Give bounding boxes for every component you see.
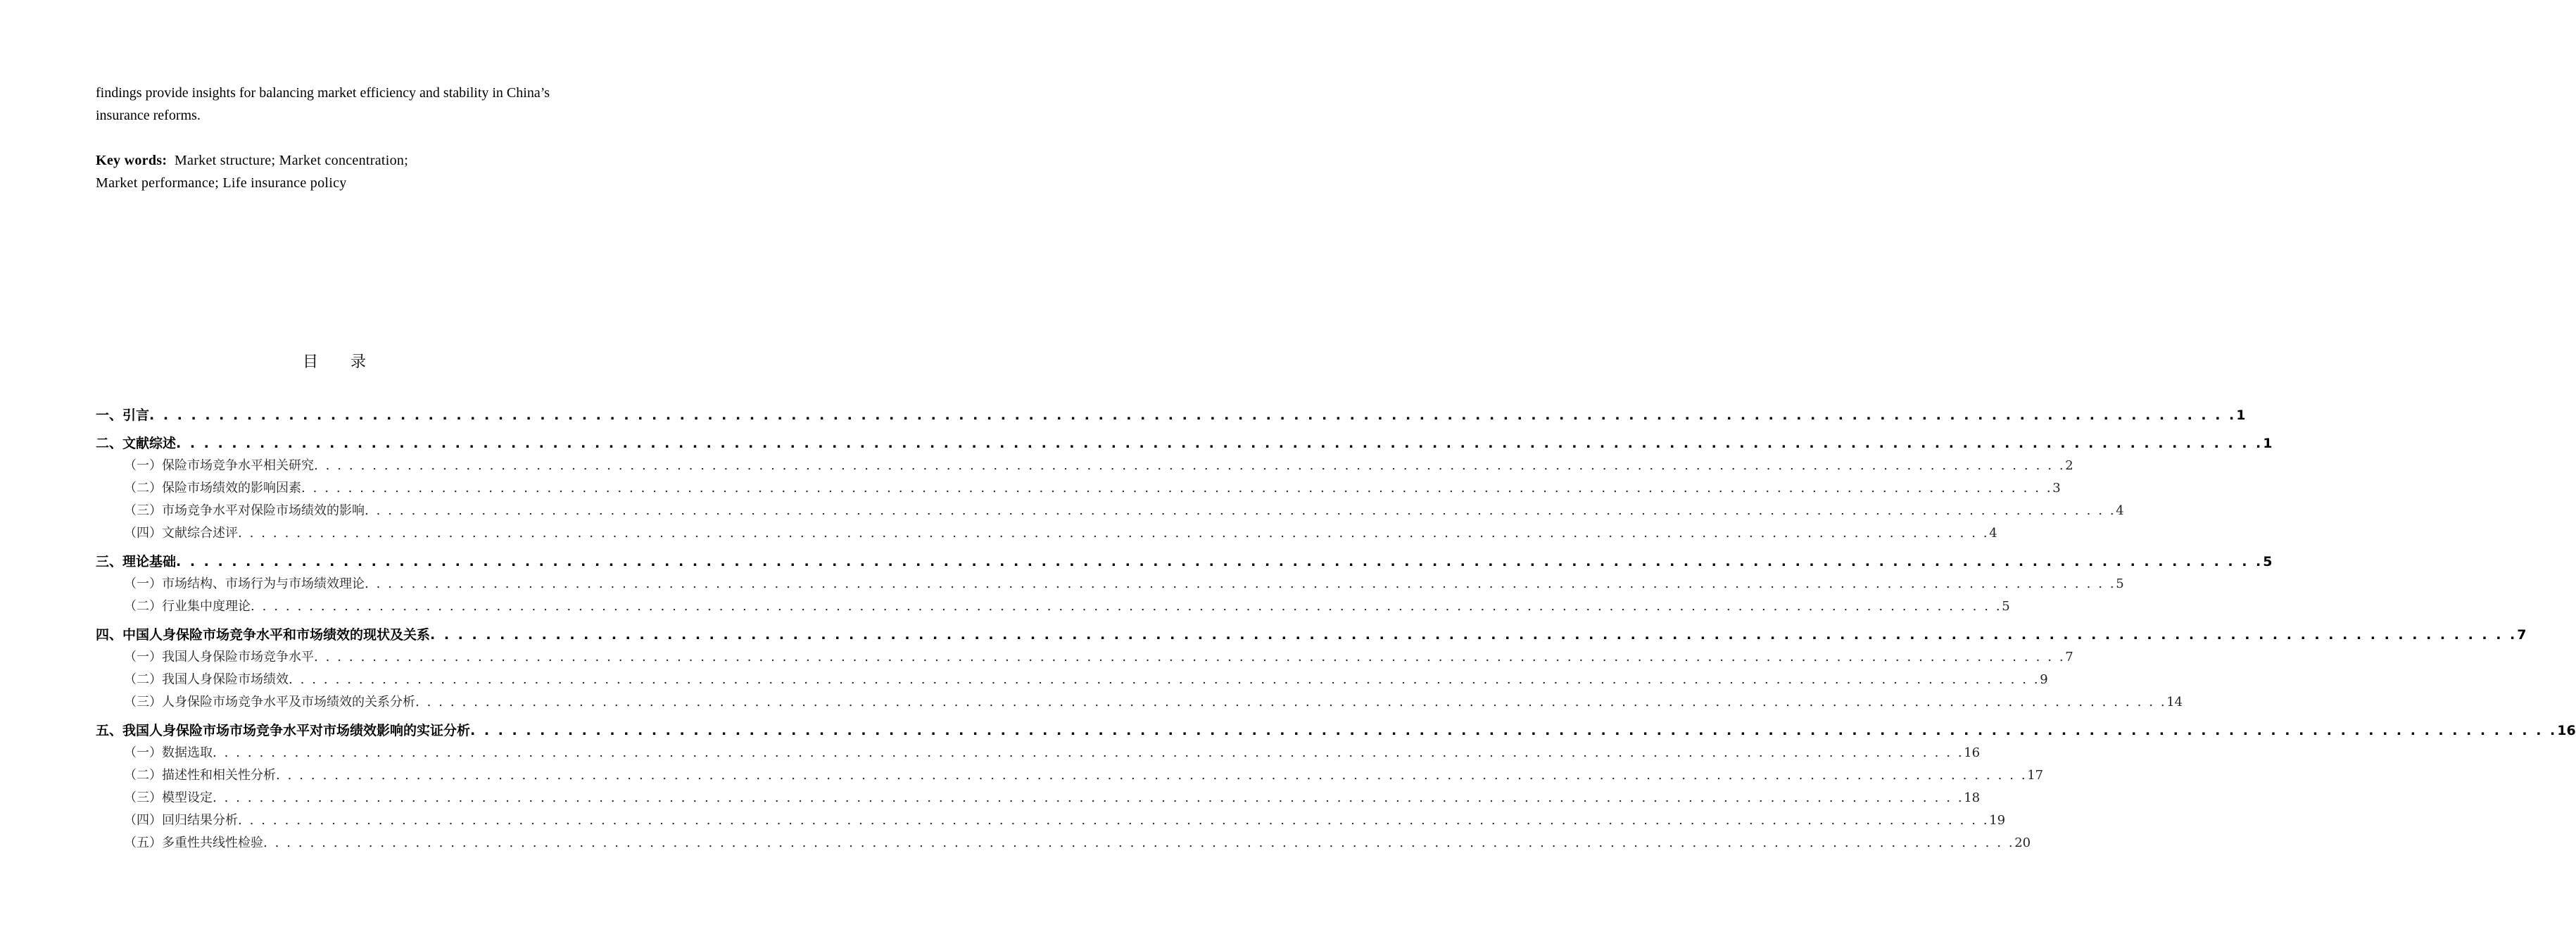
- toc-entry-title: （二）行业集中度理论: [124, 599, 251, 614]
- toc-leader-dots: . . . . . . . . . . . . . . . . . . . . . . . . . . . . . . . . . . . . . . . . . . . . . . . . . . . . . . . . . . . . . . . . . . . . . . . . . . . . . . . . . . . . . . . . . . . . . . . . . . . . . . . . . . . . . . . . . . . . . . . . . . . . . . . . . . . . . . . . . . . . . . . . . . . . . .: [314, 458, 2066, 473]
- keywords-line-1: [96, 149, 602, 172]
- toc-entry-title: 二、文献综述: [96, 436, 177, 451]
- toc-entry-page: 20: [2014, 835, 2031, 850]
- toc-entry-title: 五、我国人身保险市场市场竞争水平对市场绩效影响的实证分析: [96, 723, 471, 738]
- toc-section-link[interactable]: [96, 500, 2124, 522]
- toc-chapter-link[interactable]: [96, 719, 2576, 742]
- toc-section-link[interactable]: [96, 742, 1981, 764]
- toc-leader-dots: . . . . . . . . . . . . . . . . . . . . . . . . . . . . . . . . . . . . . . . . . . . . . . . . . . . . . . . . . . . . . . . . . . . . . . . . . . . . . . . . . . . . . . . . . . . . . . . . . . . . . . . . . . . . . . . . . . . . . . . . . . . . . . . . . . . . . . . . . . . . . . . . . . . . . .: [238, 813, 1990, 828]
- toc-section-link[interactable]: [96, 595, 2010, 618]
- toc-leader-dots: . . . . . . . . . . . . . . . . . . . . . . . . . . . . . . . . . . . . . . . . . . . . . . . . . . . . . . . . . . . . . . . . . . . . . . . . . . . . . . . . . . . . . . . . . . . . . . . . . . . . . . . . . . . . . . . . . . . . . . . . . . . . . . . . . . . . . . . . . . . . . . . . . . . . . .: [289, 672, 2040, 687]
- toc-leader-dots: . . . . . . . . . . . . . . . . . . . . . . . . . . . . . . . . . . . . . . . . . . . . . . . . . . . . . . . . . . . . . . . . . . . . . . . . . . . . . . . . . . . . . . . . . . . . . . . . . . . . . . . . . . . . . . . . . . . . . . . . . . . . . . . . . . . . . . . . . . . . . . . . . . . . . .: [276, 768, 2028, 783]
- toc-entry-title: （二）保险市场绩效的影响因素: [124, 481, 301, 496]
- toc-leader-dots: . . . . . . . . . . . . . . . . . . . . . . . . . . . . . . . . . . . . . . . . . . . . . . . . . . . . . . . . . . . . . . . . . . . . . . . . . . . . . . . . . . . . . . . . . . . . . . . . . . . . . . . . . . . . . . . . . . . . . . . . . . . . . . . . . . . . . . . . . . . . . . . . . . . . . .: [238, 526, 1990, 541]
- keywords-label: Key words:: [96, 153, 168, 168]
- abstract-line-1: findings provide insights for balancing market efficiency and stability in China’s: [96, 85, 550, 101]
- toc-entry-page: 19: [1989, 813, 2006, 828]
- toc-entry-page: 17: [2027, 768, 2044, 783]
- toc-entry-title: （三）市场竞争水平对保险市场绩效的影响: [124, 503, 365, 518]
- toc-chapter-link[interactable]: [96, 624, 2527, 646]
- toc-entry-title: （一）我国人身保险市场竞争水平: [124, 650, 314, 664]
- toc-entry-page: 16: [2557, 723, 2576, 738]
- keywords-block: [96, 149, 602, 194]
- toc-section-link[interactable]: [96, 809, 2006, 832]
- toc-leader-dots: . . . . . . . . . . . . . . . . . . . . . . . . . . . . . . . . . . . . . . . . . . . . . . . . . . . . . . . . . . . . . . . . . . . . . . . . . . . . . . . . . . . . . . . . . . . . . . . . . . . . . . . . . . . . . . . . . . . . . . . . . . . . . . . . . . . . . . . . . . . . . . . . . . . . . .: [470, 723, 2558, 738]
- toc-entry-page: 5: [2263, 554, 2273, 569]
- toc-entry-page: 14: [2166, 695, 2183, 710]
- table-of-contents: [96, 404, 2576, 854]
- toc-entry-page: 5: [2116, 576, 2124, 591]
- toc-entry-title: 一、引言: [96, 408, 150, 423]
- toc-entry-title: 四、中国人身保险市场竞争水平和市场绩效的现状及关系: [96, 627, 431, 643]
- toc-leader-dots: . . . . . . . . . . . . . . . . . . . . . . . . . . . . . . . . . . . . . . . . . . . . . . . . . . . . . . . . . . . . . . . . . . . . . . . . . . . . . . . . . . . . . . . . . . . . . . . . . . . . . . . . . . . . . . . . . . . . . . . . . . . . . . . . . . . . . . . . . . . . . . . . . . . . . .: [213, 745, 1964, 760]
- toc-entry-page: 4: [1989, 526, 1997, 541]
- toc-section-link[interactable]: [96, 669, 2048, 691]
- toc-entry-page: 9: [2040, 672, 2048, 687]
- toc-leader-dots: . . . . . . . . . . . . . . . . . . . . . . . . . . . . . . . . . . . . . . . . . . . . . . . . . . . . . . . . . . . . . . . . . . . . . . . . . . . . . . . . . . . . . . . . . . . . . . . . . . . . . . . . . . . . . . . . . . . . . . . . . . . . . . . . . . . . . . . . . . . . . . . . . . . . . .: [213, 790, 1964, 805]
- toc-section-link[interactable]: [96, 787, 1981, 809]
- toc-entry-title: （一）保险市场竞争水平相关研究: [124, 458, 314, 473]
- toc-entry-title: （四）回归结果分析: [124, 813, 238, 828]
- toc-entry-title: （二）描述性和相关性分析: [124, 768, 276, 783]
- toc-leader-dots: . . . . . . . . . . . . . . . . . . . . . . . . . . . . . . . . . . . . . . . . . . . . . . . . . . . . . . . . . . . . . . . . . . . . . . . . . . . . . . . . . . . . . . . . . . . . . . . . . . . . . . . . . . . . . . . . . . . . . . . . . . . . . . . . . . . . . . . . . . . . . . . . . . . . . .: [263, 835, 2015, 850]
- toc-entry-title: （一）市场结构、市场行为与市场绩效理论: [124, 576, 365, 591]
- toc-leader-dots: . . . . . . . . . . . . . . . . . . . . . . . . . . . . . . . . . . . . . . . . . . . . . . . . . . . . . . . . . . . . . . . . . . . . . . . . . . . . . . . . . . . . . . . . . . . . . . . . . . . . . . . . . . . . . . . . . . . . . . . . . . . . . . . . . . . . . . . . . . . . . . . . . . . . . .: [415, 695, 2167, 710]
- toc-section-link[interactable]: [96, 646, 2073, 669]
- toc-section-link[interactable]: [96, 455, 2073, 477]
- toc-entry-title: （四）文献综合述评: [124, 526, 238, 541]
- toc-entry-page: 7: [2065, 650, 2073, 664]
- toc-leader-dots: . . . . . . . . . . . . . . . . . . . . . . . . . . . . . . . . . . . . . . . . . . . . . . . . . . . . . . . . . . . . . . . . . . . . . . . . . . . . . . . . . . . . . . . . . . . . . . . . . . . . . . . . . . . . . . . . . . . . . . . . . . . . . . . . . . . . . . . . . . . . . . . . . . . . . .: [149, 408, 2237, 423]
- toc-entry-title: （一）数据选取: [124, 745, 213, 760]
- toc-leader-dots: . . . . . . . . . . . . . . . . . . . . . . . . . . . . . . . . . . . . . . . . . . . . . . . . . . . . . . . . . . . . . . . . . . . . . . . . . . . . . . . . . . . . . . . . . . . . . . . . . . . . . . . . . . . . . . . . . . . . . . . . . . . . . . . . . . . . . . . . . . . . . . . . . . . . . .: [365, 576, 2116, 591]
- toc-leader-dots: . . . . . . . . . . . . . . . . . . . . . . . . . . . . . . . . . . . . . . . . . . . . . . . . . . . . . . . . . . . . . . . . . . . . . . . . . . . . . . . . . . . . . . . . . . . . . . . . . . . . . . . . . . . . . . . . . . . . . . . . . . . . . . . . . . . . . . . . . . . . . . . . . . . . . .: [430, 627, 2518, 643]
- toc-section-link[interactable]: [96, 477, 2061, 500]
- toc-entry-page: 2: [2065, 458, 2073, 473]
- toc-entry-title: （三）人身保险市场竞争水平及市场绩效的关系分析: [124, 695, 415, 710]
- toc-entry-page: 16: [1964, 745, 1981, 760]
- toc-leader-dots: . . . . . . . . . . . . . . . . . . . . . . . . . . . . . . . . . . . . . . . . . . . . . . . . . . . . . . . . . . . . . . . . . . . . . . . . . . . . . . . . . . . . . . . . . . . . . . . . . . . . . . . . . . . . . . . . . . . . . . . . . . . . . . . . . . . . . . . . . . . . . . . . . . . . . .: [314, 650, 2066, 664]
- toc-entry-title: （五）多重性共线性检验: [124, 835, 263, 850]
- toc-entry-title: 三、理论基础: [96, 554, 177, 569]
- toc-title: 目录: [302, 353, 398, 371]
- toc-leader-dots: . . . . . . . . . . . . . . . . . . . . . . . . . . . . . . . . . . . . . . . . . . . . . . . . . . . . . . . . . . . . . . . . . . . . . . . . . . . . . . . . . . . . . . . . . . . . . . . . . . . . . . . . . . . . . . . . . . . . . . . . . . . . . . . . . . . . . . . . . . . . . . . . . . . . . .: [176, 554, 2264, 569]
- toc-entry-page: 18: [1964, 790, 1981, 805]
- toc-section-link[interactable]: [96, 832, 2031, 854]
- toc-entry-title: （三）模型设定: [124, 790, 213, 805]
- abstract-line-2: insurance reforms.: [96, 108, 201, 123]
- toc-entry-page: 3: [2052, 481, 2061, 496]
- toc-section-link[interactable]: [96, 522, 1997, 545]
- toc-entry-page: 1: [2236, 408, 2246, 423]
- toc-entry-page: 7: [2517, 627, 2527, 643]
- abstract-tail: [96, 82, 602, 127]
- keywords-text-2: Market performance; Life insurance policy: [96, 175, 347, 191]
- toc-section-link[interactable]: [96, 764, 2044, 787]
- toc-section-link[interactable]: [96, 691, 2183, 714]
- keywords-text-1: Market structure; Market concentration;: [174, 153, 409, 168]
- toc-chapter-link[interactable]: [96, 432, 2273, 455]
- toc-entry-title: （二）我国人身保险市场绩效: [124, 672, 289, 687]
- toc-chapter-link[interactable]: [96, 550, 2273, 573]
- toc-leader-dots: . . . . . . . . . . . . . . . . . . . . . . . . . . . . . . . . . . . . . . . . . . . . . . . . . . . . . . . . . . . . . . . . . . . . . . . . . . . . . . . . . . . . . . . . . . . . . . . . . . . . . . . . . . . . . . . . . . . . . . . . . . . . . . . . . . . . . . . . . . . . . . . . . . . . . .: [251, 599, 2002, 614]
- toc-entry-page: 4: [2116, 503, 2124, 518]
- toc-entry-page: 5: [2002, 599, 2010, 614]
- toc-leader-dots: . . . . . . . . . . . . . . . . . . . . . . . . . . . . . . . . . . . . . . . . . . . . . . . . . . . . . . . . . . . . . . . . . . . . . . . . . . . . . . . . . . . . . . . . . . . . . . . . . . . . . . . . . . . . . . . . . . . . . . . . . . . . . . . . . . . . . . . . . . . . . . . . . . . . . .: [176, 436, 2264, 451]
- toc-section-link[interactable]: [96, 573, 2124, 595]
- toc-leader-dots: . . . . . . . . . . . . . . . . . . . . . . . . . . . . . . . . . . . . . . . . . . . . . . . . . . . . . . . . . . . . . . . . . . . . . . . . . . . . . . . . . . . . . . . . . . . . . . . . . . . . . . . . . . . . . . . . . . . . . . . . . . . . . . . . . . . . . . . . . . . . . . . . . . . . . .: [365, 503, 2116, 518]
- toc-leader-dots: . . . . . . . . . . . . . . . . . . . . . . . . . . . . . . . . . . . . . . . . . . . . . . . . . . . . . . . . . . . . . . . . . . . . . . . . . . . . . . . . . . . . . . . . . . . . . . . . . . . . . . . . . . . . . . . . . . . . . . . . . . . . . . . . . . . . . . . . . . . . . . . . . . . . . .: [301, 481, 2053, 496]
- toc-entry-page: 1: [2263, 436, 2273, 451]
- toc-chapter-link[interactable]: [96, 404, 2246, 427]
